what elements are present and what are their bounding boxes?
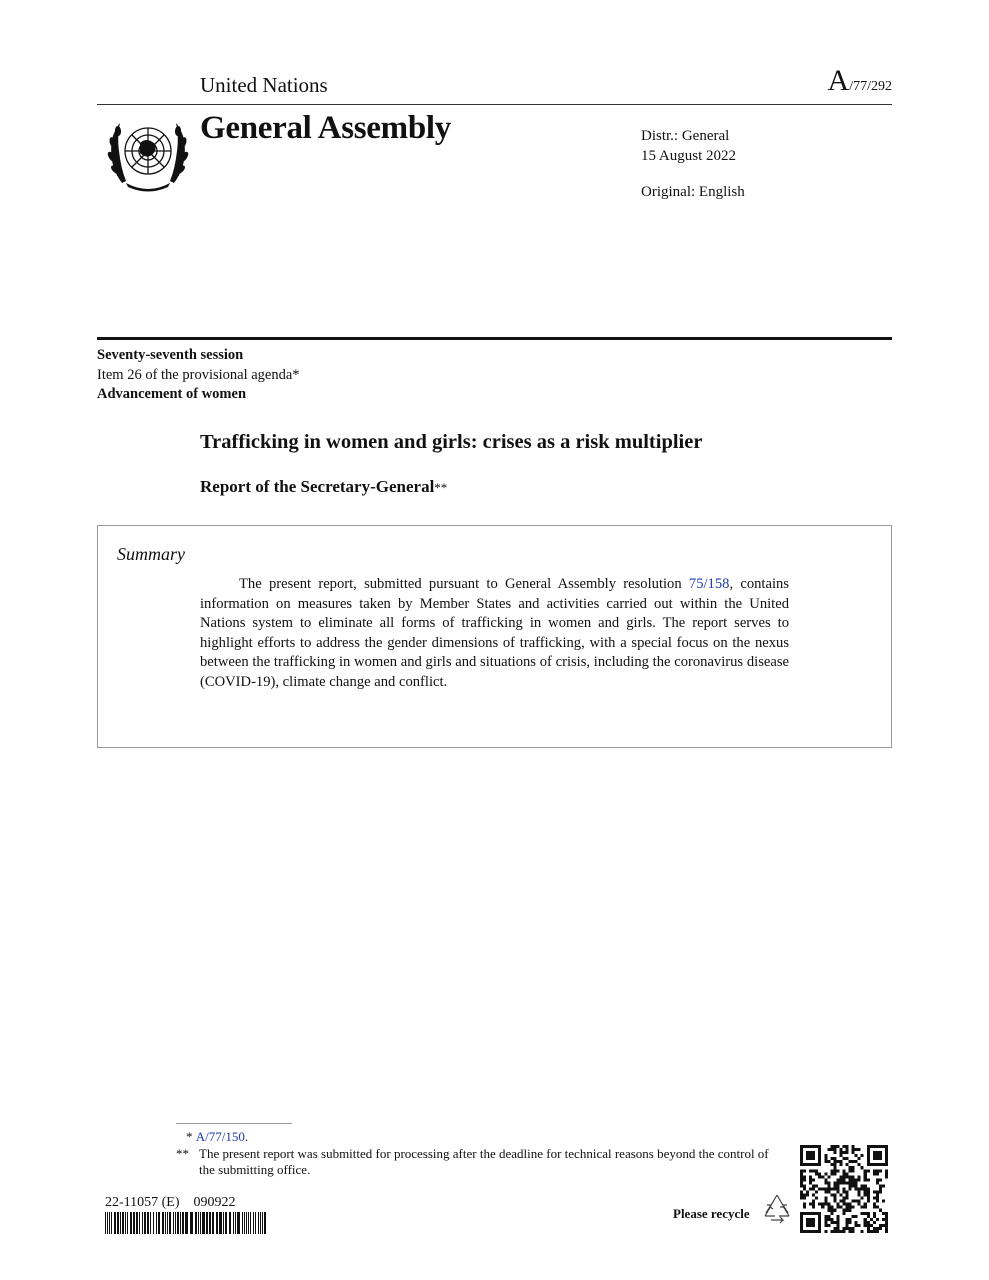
session-block <box>97 346 300 405</box>
distribution: Distr.: General <box>641 128 730 144</box>
footnote-2 <box>176 1146 786 1178</box>
recycle-icon <box>761 1192 793 1224</box>
header-rule <box>97 104 892 105</box>
session-name: Seventy-seventh session <box>97 347 244 363</box>
agenda-link[interactable]: A/77/150 <box>195 1129 245 1144</box>
footnote-1-end: . <box>244 1129 249 1144</box>
symbol-letter: A <box>827 64 850 97</box>
agenda-item: Item 26 of the provisional agenda* <box>97 366 300 383</box>
summary-heading: Summary <box>117 544 185 564</box>
barcode-icon <box>105 1212 270 1234</box>
footnote-rule <box>176 1123 292 1124</box>
agenda-title: Advancement of women <box>97 386 247 402</box>
job-number: 22-11057 (E) 090922 <box>105 1195 236 1210</box>
summary-paragraph <box>200 575 789 692</box>
recycle-label: Please recycle <box>673 1206 750 1221</box>
report-author <box>200 477 447 497</box>
un-emblem-icon <box>104 113 192 195</box>
original-language: Original: English <box>641 184 745 200</box>
summary-text-before: The present report, submitted pursuant to General Assembly resolution <box>239 576 689 592</box>
footnote-1-mark: * <box>186 1129 193 1144</box>
report-label: Report of the Secretary-General <box>200 477 435 496</box>
session-rule <box>97 337 892 340</box>
resolution-link[interactable]: 75/158 <box>688 576 730 592</box>
qr-code-icon <box>800 1145 888 1233</box>
organization-name: United Nations <box>200 73 328 97</box>
organ-title: General Assembly <box>200 110 451 146</box>
distribution-block <box>641 127 736 166</box>
footnote-2-text: The present report was submitted for processing after the deadline for technical reasons beyond the control of the submitting office. <box>199 1146 769 1177</box>
summary-text-after: , contains information on measures taken by Member States and activities carried out within the United Nations system to eliminate all forms of trafficking in women and girls. The report serves to highlight efforts to address the gender dimensions of trafficking, with a special focus on the nexus between the trafficking in women and girls and situations of crisis, including the coronavirus disease (COVID-19), climate change and conflict. <box>200 576 789 690</box>
report-footnote-mark: ** <box>434 480 448 495</box>
document-symbol <box>828 64 892 98</box>
document-date: 15 August 2022 <box>641 147 737 164</box>
footnote-2-mark: ** <box>176 1146 189 1161</box>
symbol-number: /77/292 <box>849 79 892 94</box>
document-title: Trafficking in women and girls: crises as a risk multiplier <box>200 431 703 453</box>
footnote-1 <box>186 1129 248 1145</box>
